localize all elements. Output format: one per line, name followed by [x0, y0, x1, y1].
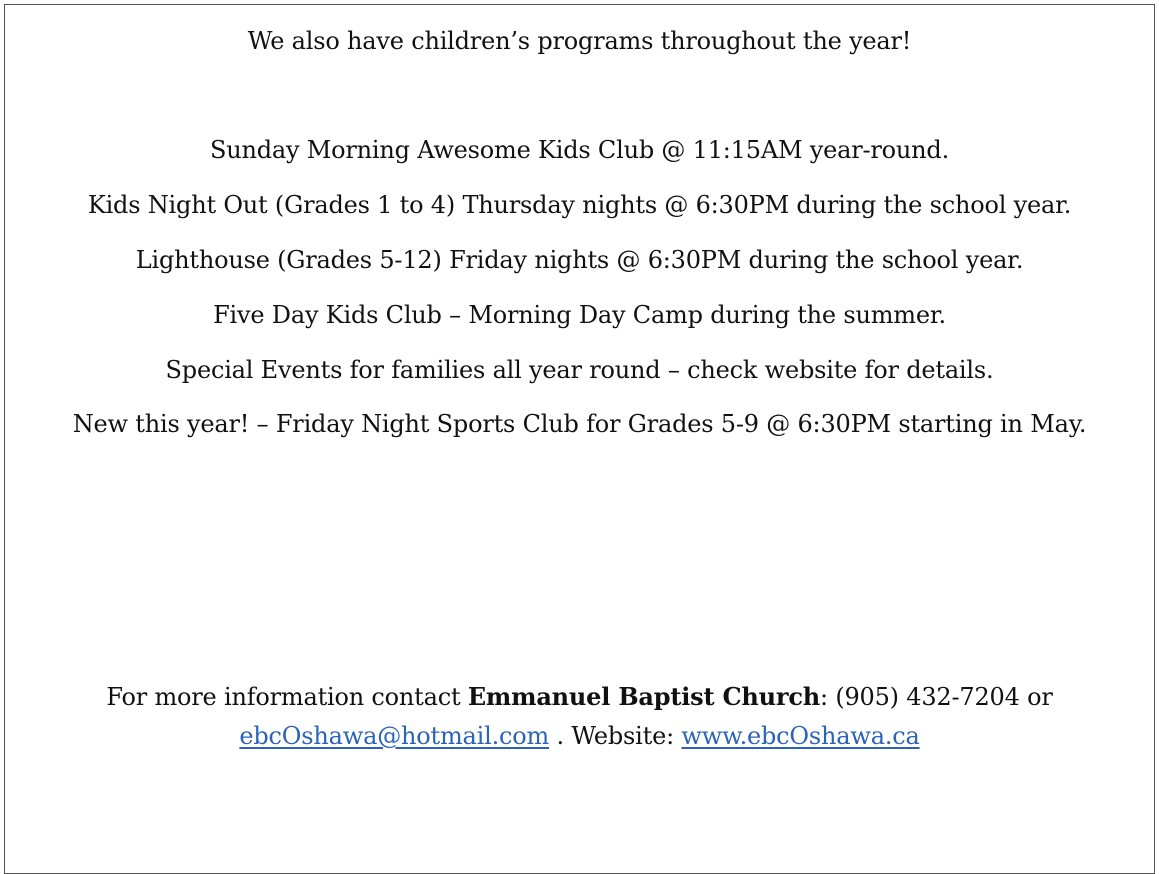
intro-heading: We also have children’s programs throughout the year! — [247, 27, 912, 55]
program-item: Sunday Morning Awesome Kids Club @ 11:15AM year-round. — [209, 136, 950, 164]
website-prefix: . Website: — [549, 722, 682, 750]
contact-prefix: For more information contact — [106, 683, 468, 711]
contact-links-line — [5, 721, 1154, 751]
document-page — [4, 4, 1155, 874]
program-item: Special Events for families all year round – check website for details. — [165, 356, 994, 384]
program-item: Five Day Kids Club – Morning Day Camp during the summer. — [213, 301, 946, 329]
program-item: New this year! – Friday Night Sports Club for Grades 5-9 @ 6:30PM starting in May. — [72, 410, 1087, 438]
program-item: Kids Night Out (Grades 1 to 4) Thursday nights @ 6:30PM during the school year. — [87, 191, 1072, 219]
contact-line — [5, 682, 1154, 712]
church-name: Emmanuel Baptist Church — [467, 682, 820, 711]
website-link[interactable]: www.ebcOshawa.ca — [681, 722, 920, 750]
contact-phone: : (905) 432-7204 or — [820, 683, 1053, 711]
program-item: Lighthouse (Grades 5-12) Friday nights @ 6:30PM during the school year. — [135, 246, 1024, 274]
email-link[interactable]: ebcOshawa@hotmail.com — [239, 722, 550, 750]
